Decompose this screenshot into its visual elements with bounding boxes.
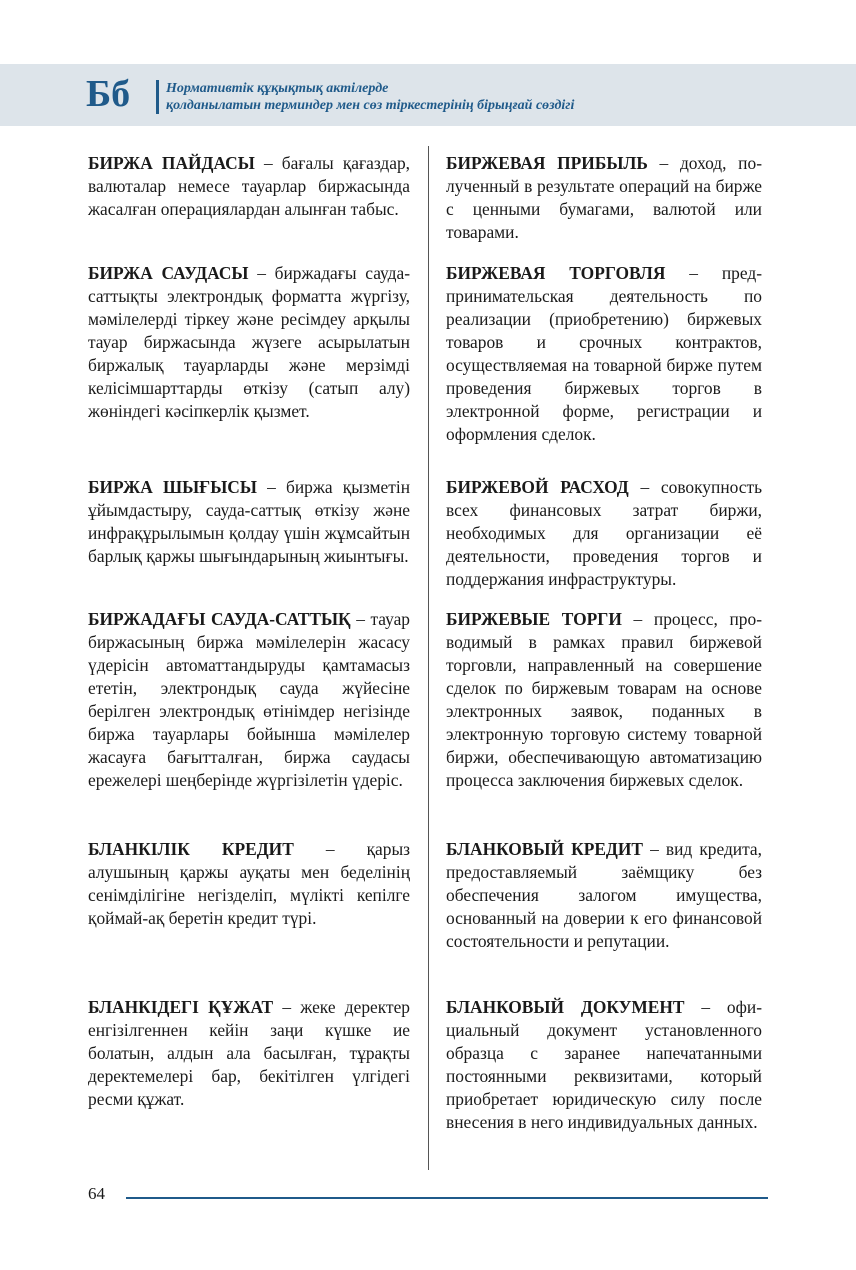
page-number: 64: [88, 1184, 105, 1203]
entry-definition: – предпринимательская деятельность по реализации (приобретению) биржевых товаров и срочных контрактов, осуществляемая на товарной бирже путем проведения биржевых торгов в электронной форме, регистрации и оформления сделок.: [446, 263, 763, 444]
entry-term: БЛАНКІДЕГІ ҚҰЖАТ: [88, 997, 274, 1017]
entry-left-6: [88, 996, 410, 1111]
dictionary-title-line2: қолданылатын терминдер мен сөз тіркестерінің бірыңғай сөздігі: [166, 98, 575, 113]
entry-term: БИРЖА САУДАСЫ: [88, 263, 249, 283]
entry-term: БЛАНКОВЫЙ ДОКУМЕНТ: [446, 997, 685, 1017]
entry-definition: – совокупность всех финансовых затрат биржи, необходимых для организации её деятельности, проведения торгов и поддержания инфраструктуры.: [446, 477, 762, 589]
entry-right-2: [446, 262, 762, 446]
entry-right-5: [446, 838, 762, 953]
entry-definition: – официальный документ установленного образца с заранее напечатанными постоянными реквизитами, который приобретает юридическую силу после внесения в него индивидуальных данных.: [446, 997, 762, 1132]
entry-term: БЛАНКІЛІК КРЕДИТ: [88, 839, 294, 859]
entry-left-2: [88, 262, 410, 423]
entry-term: БЛАНКОВЫЙ КРЕДИТ: [446, 839, 644, 859]
entry-definition: – вид кредита, предоставляемый заёмщику без обеспечения залогом имущества, основанный на доверии к его финансовой состоятельности и репутации.: [446, 839, 762, 951]
entry-definition: – доход, полученный в результате операций на бирже с ценными бумагами, валютой или товарами.: [446, 153, 762, 242]
entry-term: БИРЖА ШЫҒЫСЫ: [88, 477, 257, 497]
entry-definition: – процесс, проводимый в рамках правил биржевой торговли, направленный на совершение сделок по биржевым товарам на основе электронных заявок, поданных в электронную торговую систему товарной биржи, обеспечивающую автоматизацию процесса заключения биржевых сделок.: [446, 609, 762, 790]
entry-term: БИРЖЕВАЯ ПРИБЫЛЬ: [446, 153, 648, 173]
entry-term: БИРЖЕВАЯ ТОРГОВЛЯ: [446, 263, 666, 283]
entry-definition: – бағалы қағаздар, валюталар немесе тауарлар биржасында жасалған операциялардан алынған табыс.: [88, 153, 411, 219]
entry-term: БИРЖАДАҒЫ САУДА-САТТЫҚ: [88, 609, 351, 629]
footer-rule: [126, 1197, 768, 1199]
column-divider: [428, 146, 429, 1170]
entry-right-1: [446, 152, 762, 244]
entry-left-5: [88, 838, 410, 930]
dictionary-title: [166, 80, 574, 114]
entry-term: БИРЖЕВОЙ РАСХОД: [446, 477, 629, 497]
entry-definition: – тауар биржасының биржа мәмілелерін жасасу үдерісін автоматтандыруды қамтамасыз ететін, электрондық сауда жүйесіне берілген электрондық өтінімдер негізінде биржа тауарлары бойынша мәмілелер жасауға бағытталған, биржа саудасы ережелері шеңберінде жүргізілетін үдеріс.: [88, 609, 411, 790]
section-letter: Бб: [86, 73, 131, 115]
entry-right-6: [446, 996, 762, 1134]
entry-definition: – биржадағы сауда-саттықты электрондық форматта жүргізу, мәмілелерді тіркеу және ресімдеу арқылы тауар биржасында жүзеге асырылатын биржалық тауарларды және мерзімді келісімшарттарды өткізу (сатып алу) жөніндегі кәсіпкерлік қызмет.: [88, 263, 411, 421]
entry-left-1: [88, 152, 410, 221]
entry-right-4: [446, 608, 762, 792]
entry-definition: – биржа қызметін ұйымдастыру, сауда-саттық өткізу және инфрақұрылымын қолдау үшін жұмсайтын барлық қаржы шығындарының жиынтығы.: [88, 477, 410, 566]
entry-left-4: [88, 608, 410, 792]
dictionary-title-line1: Нормативтік құқықтық актілерде: [166, 81, 389, 96]
entry-right-3: [446, 476, 762, 591]
entry-left-3: [88, 476, 410, 568]
header-divider: [156, 80, 159, 114]
entry-term: БИРЖЕВЫЕ ТОРГИ: [446, 609, 622, 629]
entry-definition: – жеке деректер енгізілгеннен кейін заңи күшке ие болатын, алдын ала басылған, тұрақты деректемелері бар, бекітілген үлгідегі ресми құжат.: [88, 997, 410, 1109]
entry-definition: – қарыз алушының қаржы ауқаты мен беделінің сенімділігіне негізделіп, мүлікті кепілге қоймай-ақ беретін кредит түрі.: [88, 839, 411, 928]
entry-term: БИРЖА ПАЙДАСЫ: [88, 153, 255, 173]
